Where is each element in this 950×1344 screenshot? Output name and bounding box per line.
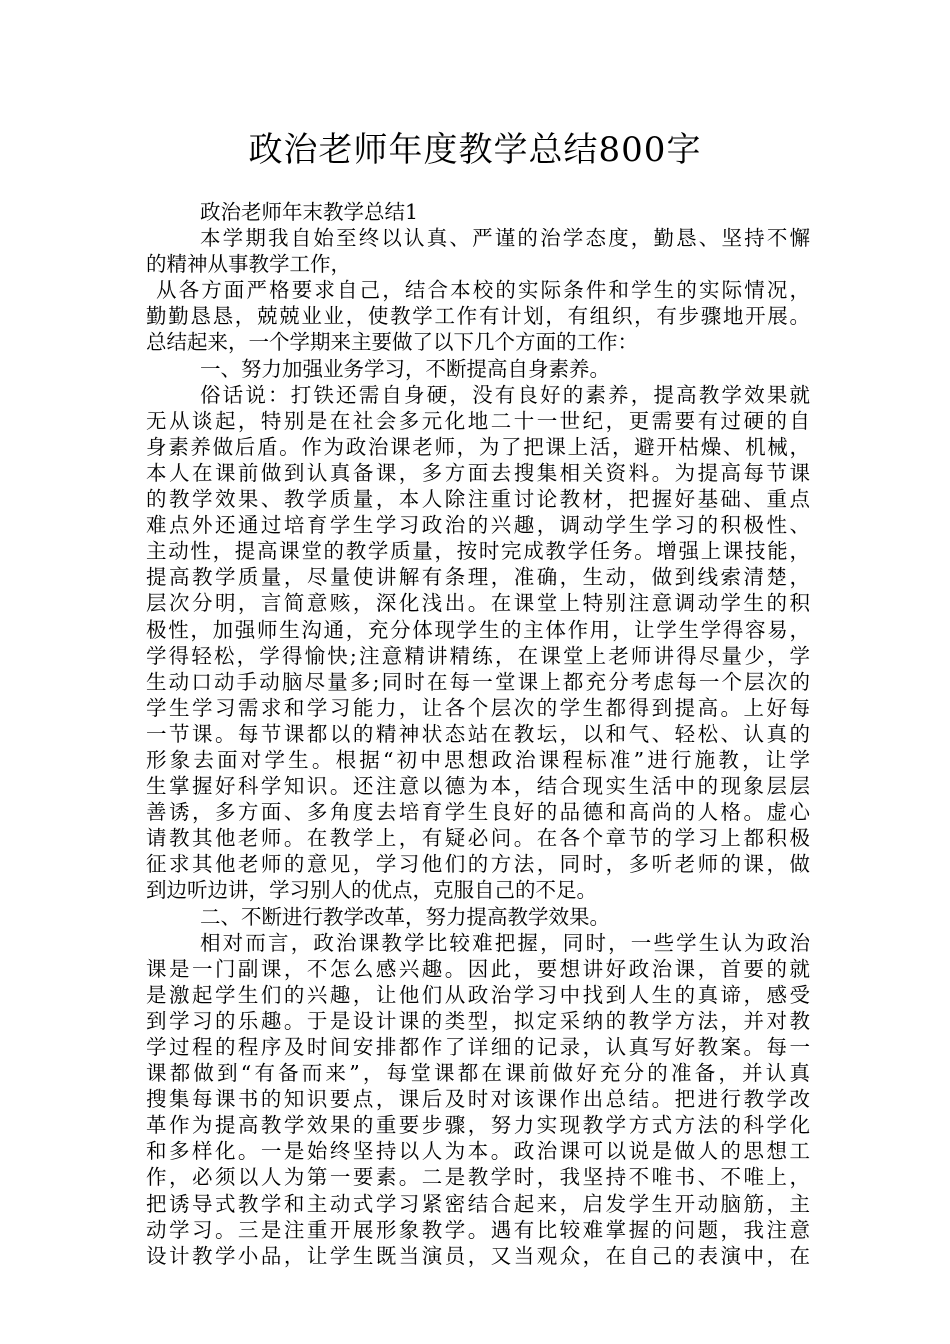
text-line: 生动口动手动脑尽量多;同时在每一堂课上都充分考虑每一个层次的 xyxy=(146,669,810,694)
text-line: 征求其他老师的意见，学习他们的方法，同时，多听老师的课，做 xyxy=(146,852,810,877)
text-line: 生掌握好科学知识。还注意以德为本，结合现实生活中的现象层层 xyxy=(146,774,810,799)
text-line: 革作为提高教学效果的重要步骤，努力实现教学方式方法的科学化 xyxy=(146,1113,810,1138)
text-line: 从各方面严格要求自己，结合本校的实际条件和学生的实际情况， xyxy=(156,278,810,303)
text-line: 课都做到“有备而来”，每堂课都在课前做好充分的准备，并认真 xyxy=(146,1061,810,1086)
text-line: 难点外还通过培育学生学习政治的兴趣，调动学生学习的积极性、 xyxy=(146,513,810,538)
text-line: 动学习。三是注重开展形象教学。遇有比较难掌握的问题，我注意 xyxy=(146,1217,810,1242)
text-line: 身素养做后盾。作为政治课老师，为了把课上活，避开枯燥、机械， xyxy=(146,434,810,459)
text-line: 把诱导式教学和主动式学习紧密结合起来，启发学生开动脑筋，主 xyxy=(146,1191,810,1216)
text-line: 学得轻松，学得愉快;注意精讲精练，在课堂上老师讲得尽量少，学 xyxy=(146,643,810,668)
text-line: 和多样化。一是始终坚持以人为本。政治课可以说是做人的思想工 xyxy=(146,1139,810,1164)
text-line: 设计教学小品，让学生既当演员，又当观众，在自己的表演中，在 xyxy=(146,1243,810,1268)
document-title: 政治老师年度教学总结800字 xyxy=(248,130,702,170)
text-line: 二、不断进行教学改革，努力提高教学效果。 xyxy=(200,904,610,929)
text-line: 总结起来，一个学期来主要做了以下几个方面的工作： xyxy=(146,330,638,355)
text-line: 本人在课前做到认真备课，多方面去搜集相关资料。为提高每节课 xyxy=(146,460,810,485)
text-line: 无从谈起，特别是在社会多元化地二十一世纪，更需要有过硬的自 xyxy=(146,408,810,433)
text-line: 本学期我自始至终以认真、严谨的治学态度，勤恳、坚持不懈 xyxy=(200,226,810,251)
text-line: 相对而言，政治课教学比较难把握，同时，一些学生认为政治 xyxy=(200,930,810,955)
text-line: 作，必须以人为第一要素。二是教学时，我坚持不唯书、不唯上， xyxy=(146,1165,810,1190)
text-line: 形象去面对学生。根据“初中思想政治课程标准”进行施教，让学 xyxy=(146,747,810,772)
text-line: 学生学习需求和学习能力，让各个层次的学生都得到提高。上好每 xyxy=(146,695,810,720)
text-line: 学过程的程序及时间安排都作了详细的记录，认真写好教案。每一 xyxy=(146,1035,810,1059)
text-line: 一节课。每节课都以的精神状态站在教坛，以和气、轻松、认真的 xyxy=(146,721,810,746)
text-line: 的教学效果、教学质量，本人除注重讨论教材，把握好基础、重点 xyxy=(146,487,810,512)
document-body xyxy=(146,199,810,1269)
text-line: 勤勤恳恳，兢兢业业，使教学工作有计划，有组织，有步骤地开展。 xyxy=(146,304,810,329)
text-line: 课是一门副课，不怎么感兴趣。因此，要想讲好政治课，首要的就 xyxy=(146,956,810,981)
text-line: 俗话说：打铁还需自身硬，没有良好的素养，提高教学效果就 xyxy=(200,382,810,407)
text-line: 搜集每课书的知识要点，课后及时对该课作出总结。把进行教学改 xyxy=(146,1087,810,1112)
text-line: 到边听边讲，学习别人的优点，克服自己的不足。 xyxy=(146,878,597,903)
text-line: 层次分明，言简意赅，深化浅出。在课堂上特别注意调动学生的积 xyxy=(146,591,810,616)
text-line: 主动性，提高课堂的教学质量，按时完成教学任务。增强上课技能， xyxy=(146,539,810,564)
text-line: 提高教学质量，尽量使讲解有条理，准确，生动，做到线索清楚， xyxy=(146,565,810,590)
text-line: 善诱，多方面、多角度去培育学生良好的品德和高尚的人格。虚心 xyxy=(146,800,810,825)
text-line: 一、努力加强业务学习，不断提高自身素养。 xyxy=(200,356,610,381)
text-line: 到学习的乐趣。于是设计课的类型，拟定采纳的教学方法，并对教 xyxy=(146,1008,810,1033)
text-line: 的精神从事教学工作， xyxy=(146,252,351,277)
text-line: 请教其他老师。在教学上，有疑必问。在各个章节的学习上都积极 xyxy=(146,826,810,851)
text-line: 政治老师年末教学总结1 xyxy=(200,200,419,224)
text-line: 极性，加强师生沟通，充分体现学生的主体作用，让学生学得容易， xyxy=(146,617,810,642)
text-line: 是激起学生们的兴趣，让他们从政治学习中找到人生的真谛，感受 xyxy=(146,982,810,1007)
